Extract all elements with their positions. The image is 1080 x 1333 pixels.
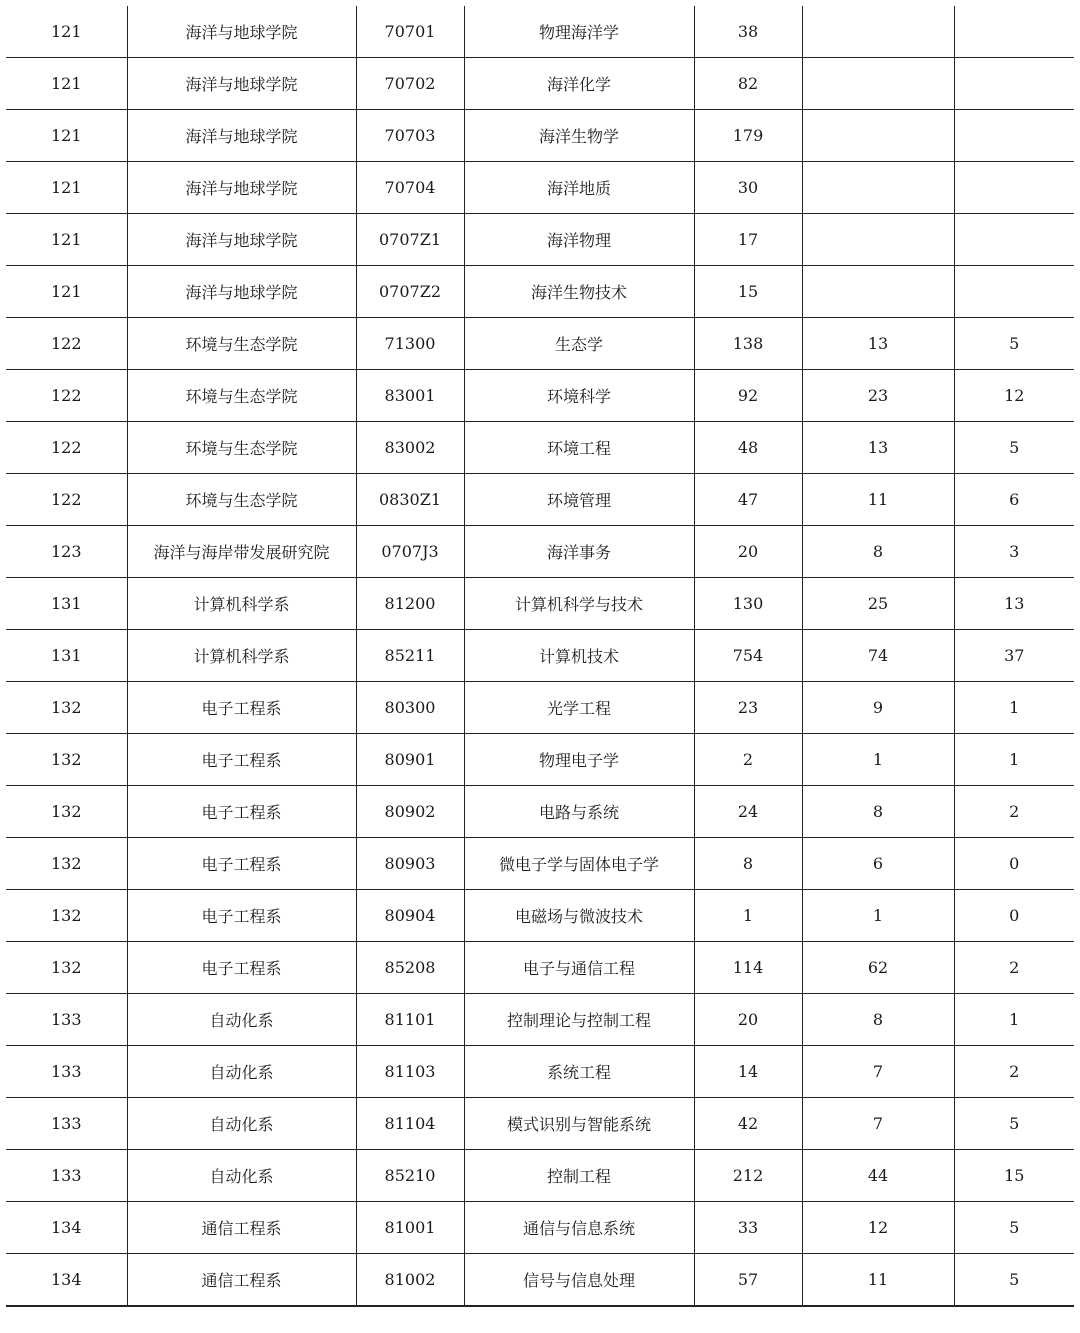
major-code-cell: 83002 (356, 422, 464, 474)
dept-name-cell: 电子工程系 (127, 942, 356, 994)
major-name-cell: 海洋化学 (464, 58, 694, 110)
table-row (6, 942, 1074, 994)
major-name-cell: 电磁场与微波技术 (464, 890, 694, 942)
dept-code-cell: 133 (6, 1150, 127, 1202)
count-a-cell: 15 (694, 266, 802, 318)
major-name-cell: 控制工程 (464, 1150, 694, 1202)
count-b-cell: 44 (802, 1150, 954, 1202)
major-name-cell: 物理电子学 (464, 734, 694, 786)
table-row (6, 1254, 1074, 1307)
count-c-cell: 1 (954, 734, 1074, 786)
major-name-cell: 物理海洋学 (464, 6, 694, 58)
count-a-cell: 114 (694, 942, 802, 994)
count-c-cell: 6 (954, 474, 1074, 526)
count-c-cell: 1 (954, 994, 1074, 1046)
count-b-cell: 12 (802, 1202, 954, 1254)
dept-code-cell: 132 (6, 734, 127, 786)
major-name-cell: 计算机科学与技术 (464, 578, 694, 630)
count-b-cell: 11 (802, 1254, 954, 1307)
dept-code-cell: 121 (6, 214, 127, 266)
count-b-cell (802, 6, 954, 58)
count-a-cell: 30 (694, 162, 802, 214)
table-row (6, 474, 1074, 526)
major-code-cell: 85210 (356, 1150, 464, 1202)
count-b-cell (802, 110, 954, 162)
dept-code-cell: 121 (6, 110, 127, 162)
count-b-cell: 13 (802, 318, 954, 370)
major-code-cell: 81200 (356, 578, 464, 630)
major-code-cell: 80902 (356, 786, 464, 838)
major-name-cell: 通信与信息系统 (464, 1202, 694, 1254)
count-b-cell (802, 266, 954, 318)
count-a-cell: 14 (694, 1046, 802, 1098)
count-c-cell (954, 214, 1074, 266)
count-c-cell (954, 110, 1074, 162)
major-code-cell: 0707Z2 (356, 266, 464, 318)
count-c-cell (954, 162, 1074, 214)
count-b-cell: 7 (802, 1046, 954, 1098)
major-name-cell: 微电子学与固体电子学 (464, 838, 694, 890)
count-c-cell: 5 (954, 1098, 1074, 1150)
count-a-cell: 92 (694, 370, 802, 422)
dept-name-cell: 电子工程系 (127, 682, 356, 734)
count-b-cell (802, 214, 954, 266)
dept-name-cell: 自动化系 (127, 1046, 356, 1098)
dept-name-cell: 通信工程系 (127, 1202, 356, 1254)
dept-name-cell: 环境与生态学院 (127, 318, 356, 370)
major-name-cell: 电路与系统 (464, 786, 694, 838)
dept-code-cell: 132 (6, 682, 127, 734)
major-name-cell: 信号与信息处理 (464, 1254, 694, 1307)
major-code-cell: 81002 (356, 1254, 464, 1307)
dept-code-cell: 132 (6, 838, 127, 890)
count-c-cell: 5 (954, 422, 1074, 474)
count-c-cell: 3 (954, 526, 1074, 578)
major-name-cell: 海洋地质 (464, 162, 694, 214)
count-a-cell: 138 (694, 318, 802, 370)
dept-name-cell: 海洋与地球学院 (127, 162, 356, 214)
major-name-cell: 环境科学 (464, 370, 694, 422)
dept-name-cell: 通信工程系 (127, 1254, 356, 1307)
table-row (6, 630, 1074, 682)
count-c-cell: 5 (954, 1254, 1074, 1307)
count-a-cell: 47 (694, 474, 802, 526)
major-name-cell: 电子与通信工程 (464, 942, 694, 994)
count-b-cell (802, 162, 954, 214)
count-b-cell: 11 (802, 474, 954, 526)
table-row (6, 1098, 1074, 1150)
count-a-cell: 24 (694, 786, 802, 838)
count-c-cell: 13 (954, 578, 1074, 630)
count-a-cell: 42 (694, 1098, 802, 1150)
dept-name-cell: 自动化系 (127, 994, 356, 1046)
dept-code-cell: 133 (6, 994, 127, 1046)
count-c-cell (954, 6, 1074, 58)
count-a-cell: 8 (694, 838, 802, 890)
dept-name-cell: 海洋与地球学院 (127, 6, 356, 58)
dept-code-cell: 121 (6, 58, 127, 110)
major-code-cell: 80300 (356, 682, 464, 734)
major-name-cell: 生态学 (464, 318, 694, 370)
major-name-cell: 海洋事务 (464, 526, 694, 578)
count-c-cell (954, 58, 1074, 110)
major-name-cell: 环境管理 (464, 474, 694, 526)
count-a-cell: 1 (694, 890, 802, 942)
dept-code-cell: 122 (6, 474, 127, 526)
dept-name-cell: 海洋与海岸带发展研究院 (127, 526, 356, 578)
count-b-cell: 1 (802, 890, 954, 942)
count-c-cell: 2 (954, 942, 1074, 994)
count-a-cell: 33 (694, 1202, 802, 1254)
table-row (6, 214, 1074, 266)
table-row (6, 786, 1074, 838)
table-body (6, 6, 1074, 1306)
dept-name-cell: 电子工程系 (127, 838, 356, 890)
major-name-cell: 海洋生物技术 (464, 266, 694, 318)
major-name-cell: 模式识别与智能系统 (464, 1098, 694, 1150)
major-code-cell: 81001 (356, 1202, 464, 1254)
count-b-cell: 8 (802, 526, 954, 578)
count-a-cell: 179 (694, 110, 802, 162)
table-row (6, 6, 1074, 58)
major-code-cell: 81103 (356, 1046, 464, 1098)
count-b-cell: 13 (802, 422, 954, 474)
dept-name-cell: 海洋与地球学院 (127, 266, 356, 318)
major-code-cell: 85211 (356, 630, 464, 682)
dept-code-cell: 132 (6, 890, 127, 942)
count-b-cell: 6 (802, 838, 954, 890)
major-name-cell: 控制理论与控制工程 (464, 994, 694, 1046)
dept-name-cell: 自动化系 (127, 1098, 356, 1150)
major-code-cell: 80903 (356, 838, 464, 890)
count-c-cell: 1 (954, 682, 1074, 734)
table-row (6, 578, 1074, 630)
dept-name-cell: 计算机科学系 (127, 630, 356, 682)
dept-code-cell: 122 (6, 422, 127, 474)
data-table-sheet (6, 6, 1074, 1307)
major-name-cell: 环境工程 (464, 422, 694, 474)
count-a-cell: 20 (694, 526, 802, 578)
dept-code-cell: 132 (6, 942, 127, 994)
count-a-cell: 2 (694, 734, 802, 786)
major-name-cell: 海洋生物学 (464, 110, 694, 162)
major-code-cell: 81101 (356, 994, 464, 1046)
count-a-cell: 130 (694, 578, 802, 630)
count-c-cell: 2 (954, 1046, 1074, 1098)
table-row (6, 734, 1074, 786)
table-row (6, 1046, 1074, 1098)
dept-code-cell: 131 (6, 578, 127, 630)
table-row (6, 422, 1074, 474)
dept-code-cell: 123 (6, 526, 127, 578)
table-row (6, 890, 1074, 942)
count-c-cell: 0 (954, 890, 1074, 942)
dept-name-cell: 海洋与地球学院 (127, 110, 356, 162)
major-code-cell: 0707Z1 (356, 214, 464, 266)
count-a-cell: 754 (694, 630, 802, 682)
major-code-cell: 81104 (356, 1098, 464, 1150)
table-row (6, 110, 1074, 162)
dept-name-cell: 自动化系 (127, 1150, 356, 1202)
major-code-cell: 70702 (356, 58, 464, 110)
dept-name-cell: 电子工程系 (127, 786, 356, 838)
dept-code-cell: 122 (6, 318, 127, 370)
major-name-cell: 系统工程 (464, 1046, 694, 1098)
dept-name-cell: 环境与生态学院 (127, 474, 356, 526)
dept-name-cell: 电子工程系 (127, 734, 356, 786)
major-name-cell: 计算机技术 (464, 630, 694, 682)
dept-name-cell: 计算机科学系 (127, 578, 356, 630)
dept-code-cell: 134 (6, 1202, 127, 1254)
table-row (6, 370, 1074, 422)
table-row (6, 682, 1074, 734)
count-b-cell: 25 (802, 578, 954, 630)
count-b-cell: 62 (802, 942, 954, 994)
count-a-cell: 48 (694, 422, 802, 474)
dept-name-cell: 环境与生态学院 (127, 422, 356, 474)
major-code-cell: 85208 (356, 942, 464, 994)
table-row (6, 162, 1074, 214)
data-table (6, 6, 1074, 1307)
major-code-cell: 70701 (356, 6, 464, 58)
count-c-cell: 2 (954, 786, 1074, 838)
dept-code-cell: 121 (6, 6, 127, 58)
table-row (6, 1202, 1074, 1254)
count-a-cell: 17 (694, 214, 802, 266)
dept-code-cell: 131 (6, 630, 127, 682)
major-name-cell: 光学工程 (464, 682, 694, 734)
dept-name-cell: 环境与生态学院 (127, 370, 356, 422)
dept-code-cell: 133 (6, 1098, 127, 1150)
count-a-cell: 212 (694, 1150, 802, 1202)
table-row (6, 1150, 1074, 1202)
table-row (6, 526, 1074, 578)
major-code-cell: 80901 (356, 734, 464, 786)
dept-code-cell: 134 (6, 1254, 127, 1307)
table-row (6, 838, 1074, 890)
major-name-cell: 海洋物理 (464, 214, 694, 266)
count-c-cell: 5 (954, 318, 1074, 370)
count-b-cell (802, 58, 954, 110)
table-row (6, 58, 1074, 110)
major-code-cell: 71300 (356, 318, 464, 370)
count-a-cell: 20 (694, 994, 802, 1046)
count-b-cell: 9 (802, 682, 954, 734)
count-c-cell: 15 (954, 1150, 1074, 1202)
count-b-cell: 7 (802, 1098, 954, 1150)
count-a-cell: 38 (694, 6, 802, 58)
dept-name-cell: 电子工程系 (127, 890, 356, 942)
count-a-cell: 57 (694, 1254, 802, 1307)
count-b-cell: 1 (802, 734, 954, 786)
dept-code-cell: 121 (6, 162, 127, 214)
count-a-cell: 82 (694, 58, 802, 110)
dept-code-cell: 132 (6, 786, 127, 838)
major-code-cell: 70703 (356, 110, 464, 162)
count-b-cell: 74 (802, 630, 954, 682)
count-b-cell: 23 (802, 370, 954, 422)
count-c-cell: 5 (954, 1202, 1074, 1254)
dept-code-cell: 133 (6, 1046, 127, 1098)
major-code-cell: 83001 (356, 370, 464, 422)
dept-code-cell: 122 (6, 370, 127, 422)
table-row (6, 266, 1074, 318)
count-b-cell: 8 (802, 786, 954, 838)
count-c-cell (954, 266, 1074, 318)
count-c-cell: 12 (954, 370, 1074, 422)
dept-name-cell: 海洋与地球学院 (127, 214, 356, 266)
table-row (6, 318, 1074, 370)
major-code-cell: 80904 (356, 890, 464, 942)
major-code-cell: 70704 (356, 162, 464, 214)
major-code-cell: 0830Z1 (356, 474, 464, 526)
count-c-cell: 0 (954, 838, 1074, 890)
dept-name-cell: 海洋与地球学院 (127, 58, 356, 110)
count-b-cell: 8 (802, 994, 954, 1046)
table-row (6, 994, 1074, 1046)
dept-code-cell: 121 (6, 266, 127, 318)
major-code-cell: 0707J3 (356, 526, 464, 578)
count-a-cell: 23 (694, 682, 802, 734)
count-c-cell: 37 (954, 630, 1074, 682)
